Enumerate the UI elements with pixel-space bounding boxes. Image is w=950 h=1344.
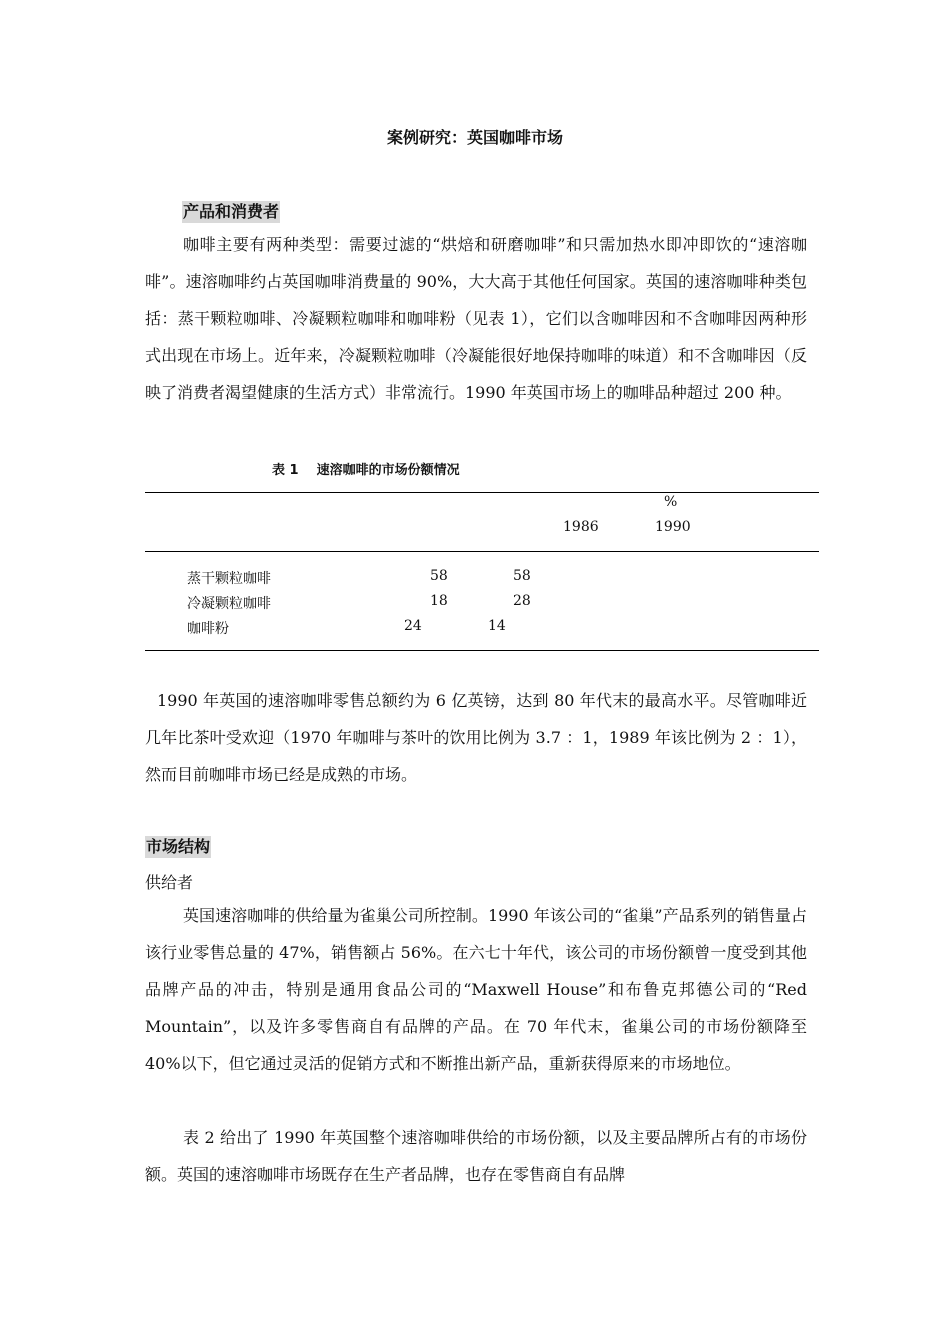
section-heading-products: 产品和消费者	[183, 202, 280, 221]
table1-row-value-1986: 24	[404, 618, 422, 634]
table1-row-name: 冷凝颗粒咖啡	[187, 596, 271, 612]
table1-row-name: 蒸干颗粒咖啡	[187, 571, 271, 587]
paragraph-products: 咖啡主要有两种类型：需要过滤的“烘焙和研磨咖啡”和只需加热水即冲即饮的“速溶咖啡”。速溶咖啡约占英国咖啡消费量的 90%，大大高于其他任何国家。英国的速溶咖啡种类包括：蒸干颗粒咖啡、冷凝颗粒咖啡和咖啡粉（见表 1），它们以含咖啡因和不含咖啡因两种形式出现在市场上。近年来，冷凝颗粒咖啡（冷凝能很好地保持咖啡的味道）和不含咖啡因（反映了消费者渴望健康的生活方式）非常流行。1990 年英国市场上的咖啡品种超过 200 种。	[145, 235, 807, 402]
table1-bottom-rule	[145, 650, 819, 651]
table1-row-name: 咖啡粉	[187, 621, 229, 637]
subheading-suppliers: 供给者	[145, 873, 194, 892]
table1-unit: %	[664, 494, 678, 510]
paragraph-sales: 1990 年英国的速溶咖啡零售总额约为 6 亿英镑，达到 80 年代末的最高水平。尽管咖啡近几年比茶叶受欢迎（1970 年咖啡与茶叶的饮用比例为 3.7 ：1，1989 年该比例为 2 ：1），然而目前咖啡市场已经是成熟的市场。	[145, 691, 807, 784]
table1-title: 速溶咖啡的市场份额情况	[316, 463, 460, 478]
table1-top-rule	[145, 492, 819, 493]
table1-header-rule	[145, 551, 819, 552]
section-heading-market-structure: 市场结构	[146, 837, 211, 856]
table1-row-value-1990: 14	[488, 618, 506, 634]
table1-caption	[272, 459, 478, 478]
table1-row-value-1986: 18	[430, 593, 448, 609]
table1-label: 表 1	[272, 463, 299, 478]
paragraph-table2-intro: 表 2 给出了 1990 年英国整个速溶咖啡供给的市场份额，以及主要品牌所占有的市场份额。英国的速溶咖啡市场既存在生产者品牌，也存在零售商自有品牌	[145, 1128, 807, 1184]
table1-year-1990: 1990	[655, 519, 691, 535]
table1-row-value-1990: 28	[513, 593, 531, 609]
table1-row-value-1990: 58	[513, 568, 531, 584]
paragraph-suppliers: 英国速溶咖啡的供给量为雀巢公司所控制。1990 年该公司的“雀巢”产品系列的销售量占该行业零售总量的 47%，销售额占 56%。在六七十年代，该公司的市场份额曾一度受到其他品牌产品的冲击，特别是通用食品公司的“Maxwell House”和布鲁克邦德公司的“Red Mountain”，以及许多零售商自有品牌的产品。在 70 年代末，雀巢公司的市场份额降至 40%以下，但它通过灵活的促销方式和不断推出新产品，重新获得原来的市场地位。	[145, 906, 807, 1073]
table1-year-1986: 1986	[563, 519, 599, 535]
document-title: 案例研究：英国咖啡市场	[386, 128, 563, 147]
table1-row-value-1986: 58	[430, 568, 448, 584]
